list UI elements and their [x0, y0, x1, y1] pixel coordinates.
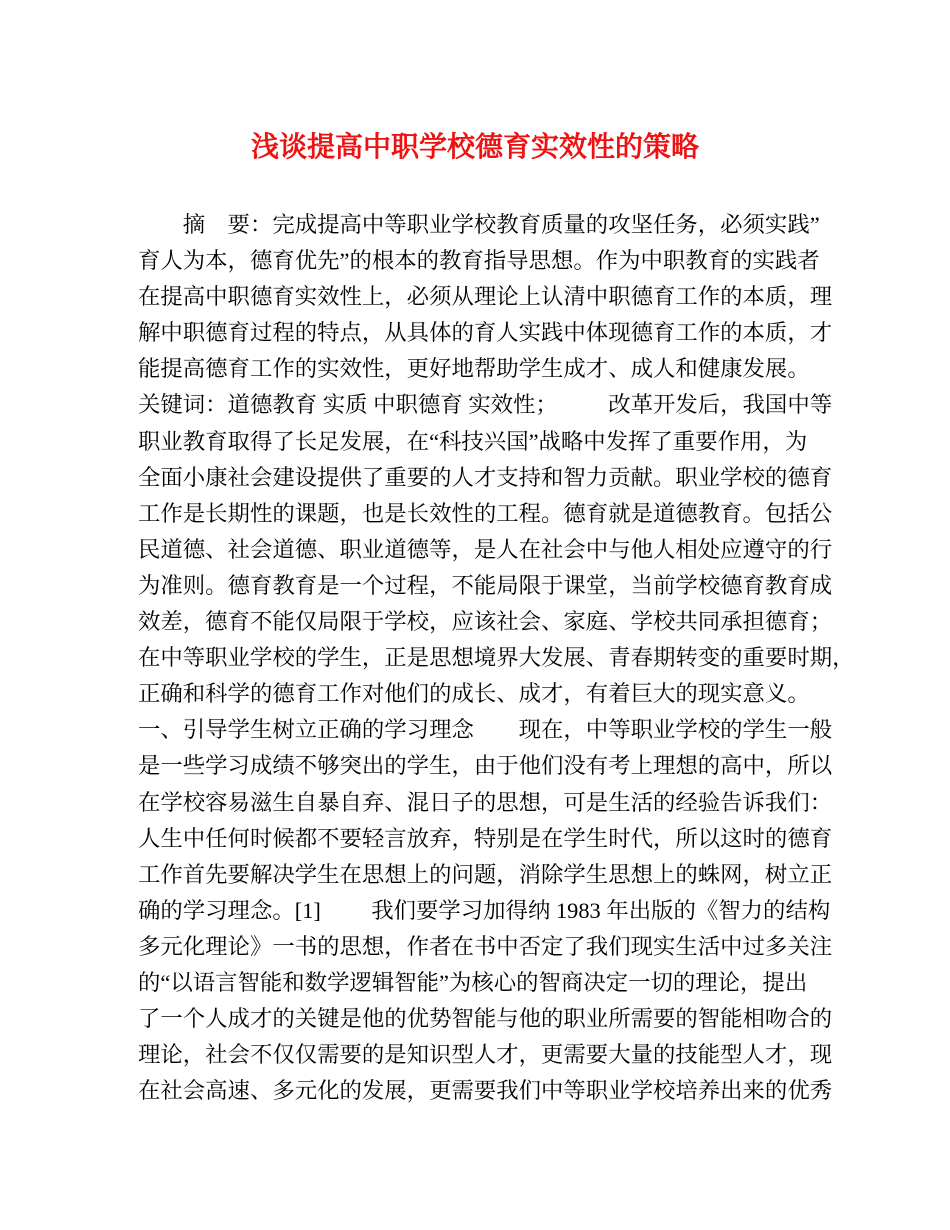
text-line: 能提高德育工作的实效性，更好地帮助学生成才、成人和健康发展。 [138, 356, 810, 382]
text-line: 多元化理论》一书的思想，作者在书中否定了我们现实生活中过多关注 [138, 933, 833, 959]
text-line: 民道德、社会道德、职业道德等，是人在社会中与他人相处应遵守的行 [138, 536, 833, 562]
text-line: 在提高中职德育实效性上，必须从理论上认清中职德育工作的本质，理 [138, 284, 833, 310]
text-line: 正确和科学的德育工作对他们的成长、成才，有着巨大的现实意义。 [138, 681, 810, 707]
text-line: 确的学习理念。[1] 我们要学习加得纳 1983 年出版的《智力的结构 [138, 897, 831, 923]
text-line: 职业教育取得了长足发展，在“科技兴国”战略中发挥了重要作用，为 [138, 428, 808, 454]
document-title: 浅谈提高中职学校德育实效性的策略 [250, 132, 699, 163]
text-line: 在社会高速、多元化的发展，更需要我们中等职业学校培养出来的优秀 [138, 1078, 833, 1104]
text-line: 全面小康社会建设提供了重要的人才支持和智力贡献。职业学校的德育 [138, 464, 833, 490]
text-line: 的“以语言智能和数学逻辑智能”为核心的智商决定一切的理论，提出 [138, 969, 808, 995]
text-line: 工作首先要解决学生在思想上的问题，消除学生思想上的蛛网，树立正 [138, 861, 833, 887]
text-line: 一、引导学生树立正确的学习理念 现在，中等职业学校的学生一般 [138, 717, 833, 743]
text-line: 工作是长期性的课题，也是长效性的工程。德育就是道德教育。包括公 [138, 500, 833, 526]
text-line: 理论，社会不仅仅需要的是知识型人才，更需要大量的技能型人才，现 [138, 1042, 833, 1068]
text-line: 育人为本，德育优先”的根本的教育指导思想。作为中职教育的实践者 [138, 248, 820, 274]
text-line: 为准则。德育教育是一个过程，不能局限于课堂，当前学校德育教育成 [138, 572, 833, 598]
document-body [138, 207, 855, 1109]
text-line: 了一个人成才的关键是他的优势智能与他的职业所需要的智能相吻合的 [138, 1006, 833, 1032]
text-line: 解中职德育过程的特点，从具体的育人实践中体现德育工作的本质，才 [138, 320, 833, 346]
text-line: 效差，德育不能仅局限于学校，应该社会、家庭、学校共同承担德育； [138, 609, 833, 635]
text-line: 是一些学习成绩不够突出的学生，由于他们没有考上理想的高中，所以 [138, 753, 833, 779]
text-line: 摘 要：完成提高中等职业学校教育质量的攻坚任务，必须实践” [138, 212, 820, 237]
text-line: 关键词：道德教育 实质 中职德育 实效性； 改革开发后，我国中等 [138, 392, 833, 418]
text-line: 在学校容易滋生自暴自弃、混日子的思想，可是生活的经验告诉我们： [138, 789, 833, 815]
text-line: 在中等职业学校的学生，正是思想境界大发展、青春期转变的重要时期， [138, 645, 855, 671]
text-line: 人生中任何时候都不要轻言放弃，特别是在学生时代，所以这时的德育 [138, 825, 833, 851]
